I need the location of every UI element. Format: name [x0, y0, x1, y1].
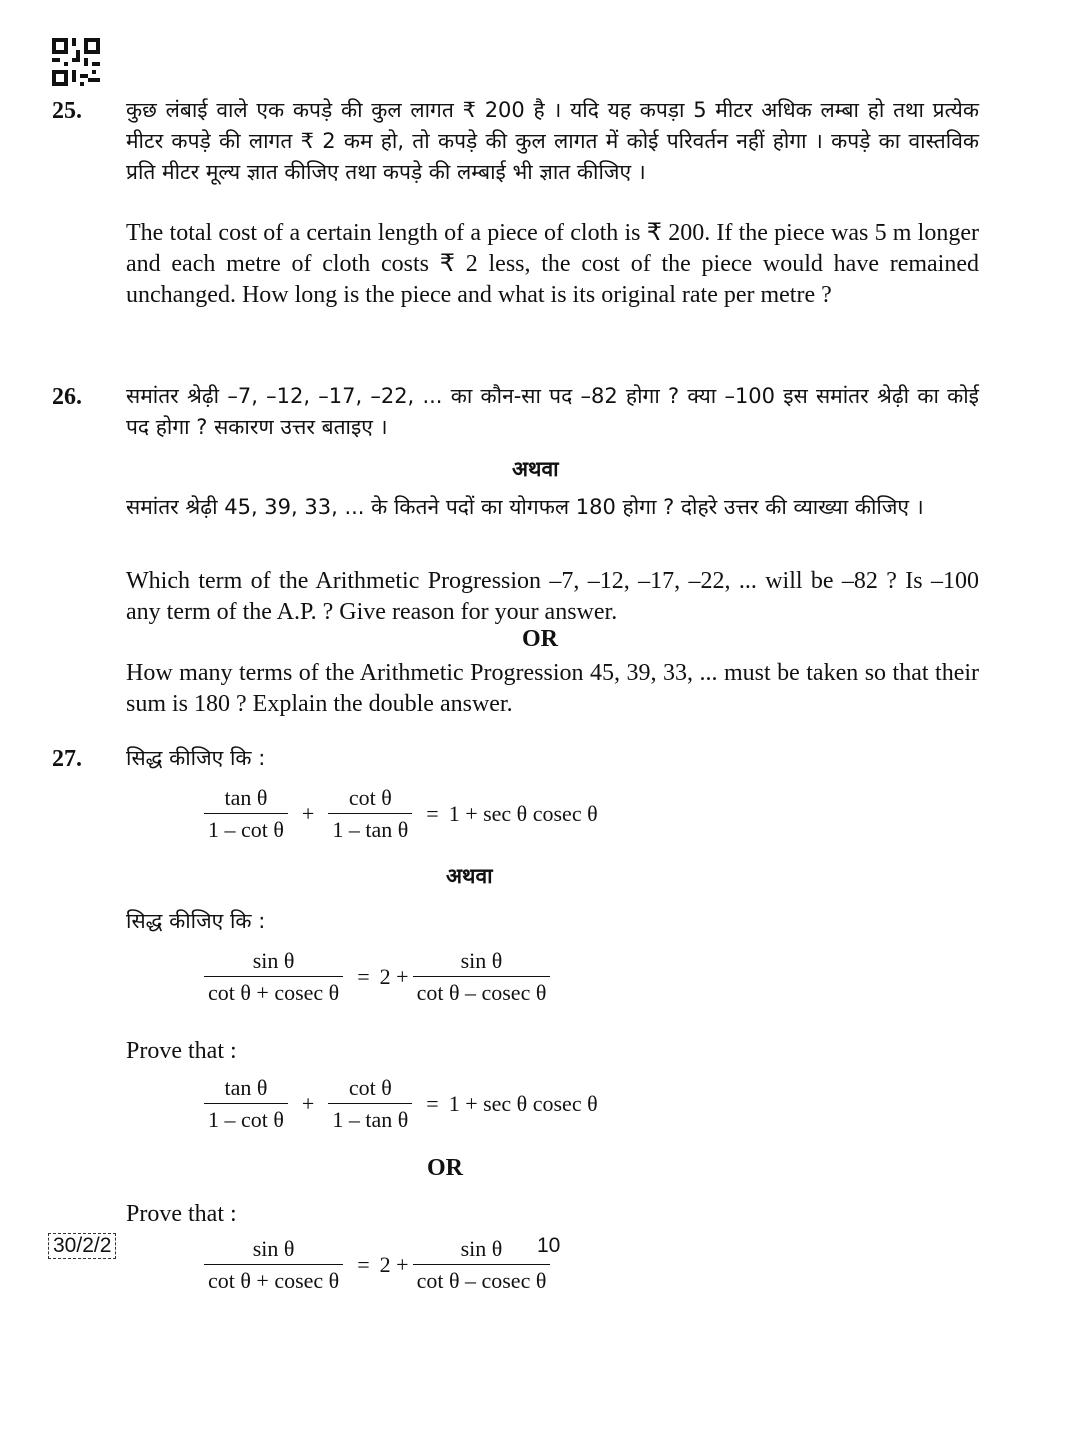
denominator: cot θ – cosec θ [413, 1264, 551, 1294]
equals-sign: = [357, 1252, 370, 1277]
question-26-hindi-b: समांतर श्रेढ़ी 45, 39, 33, ... के कितने पदों का योगफल 180 होगा ? दोहरे उत्तर की व्याख्या कीजिए । [126, 495, 924, 519]
denominator: 1 – tan θ [328, 813, 412, 843]
plus-sign: + [301, 801, 315, 826]
fraction [413, 1236, 551, 1294]
or-label-hindi: अथवा [446, 864, 493, 888]
fraction [204, 1236, 343, 1294]
numerator: tan θ [224, 785, 268, 810]
page-number: 10 [537, 1234, 561, 1257]
fraction [328, 1075, 412, 1133]
identity-equation-1-english [200, 1075, 598, 1133]
qr-code-icon [52, 38, 100, 86]
equals-sign: = [426, 801, 439, 826]
numerator: cot θ [348, 785, 392, 810]
prove-label-english: Prove that : [126, 1038, 237, 1064]
numerator: tan θ [224, 1075, 268, 1100]
identity-equation-1 [200, 785, 598, 843]
denominator: cot θ – cosec θ [413, 976, 551, 1006]
question-26-english-a: Which term of the Arithmetic Progression –7, –12, –17, –22, ... will be –82 ? Is –100 any term of the A.P. ? Give reason for your answer. [126, 568, 979, 625]
prove-label-hindi: सिद्ध कीजिए कि : [126, 746, 266, 770]
question-26-hindi-a: समांतर श्रेढ़ी –7, –12, –17, –22, ... का कौन-सा पद –82 होगा ? क्या –100 इस समांतर श्रेढ़ी का कोई पद होगा ? सकारण उत्तर बताइए । [126, 384, 979, 439]
numerator: sin θ [460, 948, 503, 973]
denominator: 1 – cot θ [204, 813, 288, 843]
prove-label-english: Prove that : [126, 1201, 237, 1227]
fraction [413, 948, 551, 1006]
denominator: 1 – cot θ [204, 1103, 288, 1133]
denominator: cot θ + cosec θ [204, 1264, 343, 1294]
question-25-english: The total cost of a certain length of a piece of cloth is ₹ 200. If the piece was 5 m longer and each metre of cloth costs ₹ 2 less, the cost of the piece would have remained unchanged. How long is the piece and what is its original rate per metre ? [126, 220, 979, 308]
question-26-english-b: How many terms of the Arithmetic Progression 45, 39, 33, ... must be taken so that their sum is 180 ? Explain the double answer. [126, 660, 979, 717]
fraction [204, 1075, 288, 1133]
equals-sign: = [426, 1091, 439, 1116]
constant-term: 2 + [379, 1252, 409, 1277]
constant-term: 2 + [379, 964, 409, 989]
identity-equation-2-english [200, 1236, 554, 1294]
or-label-english: OR [522, 626, 558, 652]
or-label-english: OR [427, 1155, 463, 1181]
plus-sign: + [301, 1091, 315, 1116]
numerator: sin θ [460, 1236, 503, 1261]
equals-sign: = [357, 964, 370, 989]
question-25-hindi: कुछ लंबाई वाले एक कपड़े की कुल लागत ₹ 200 है । यदि यह कपड़ा 5 मीटर अधिक लम्बा हो तथा प्रत्येक मीटर कपड़े की लागत ₹ 2 कम हो, तो कपड़े की कुल लागत में कोई परिवर्तन नहीं होगा । कपड़े का वास्तविक प्रति मीटर मूल्य ज्ञात कीजिए तथा कपड़े की लम्बाई भी ज्ञात कीजिए । [126, 98, 979, 184]
fraction [204, 948, 343, 1006]
question-number: 26. [52, 384, 82, 410]
numerator: cot θ [348, 1075, 392, 1100]
denominator: 1 – tan θ [328, 1103, 412, 1133]
paper-code: 30/2/2 [48, 1233, 116, 1259]
denominator: cot θ + cosec θ [204, 976, 343, 1006]
question-number: 25. [52, 98, 82, 124]
prove-label-hindi: सिद्ध कीजिए कि : [126, 909, 266, 933]
fraction [204, 785, 288, 843]
question-number: 27. [52, 746, 82, 772]
right-hand-side: 1 + sec θ cosec θ [448, 1091, 598, 1116]
or-label-hindi: अथवा [512, 457, 559, 481]
identity-equation-2 [200, 948, 554, 1006]
fraction [328, 785, 412, 843]
numerator: sin θ [252, 1236, 295, 1261]
right-hand-side: 1 + sec θ cosec θ [448, 801, 598, 826]
numerator: sin θ [252, 948, 295, 973]
